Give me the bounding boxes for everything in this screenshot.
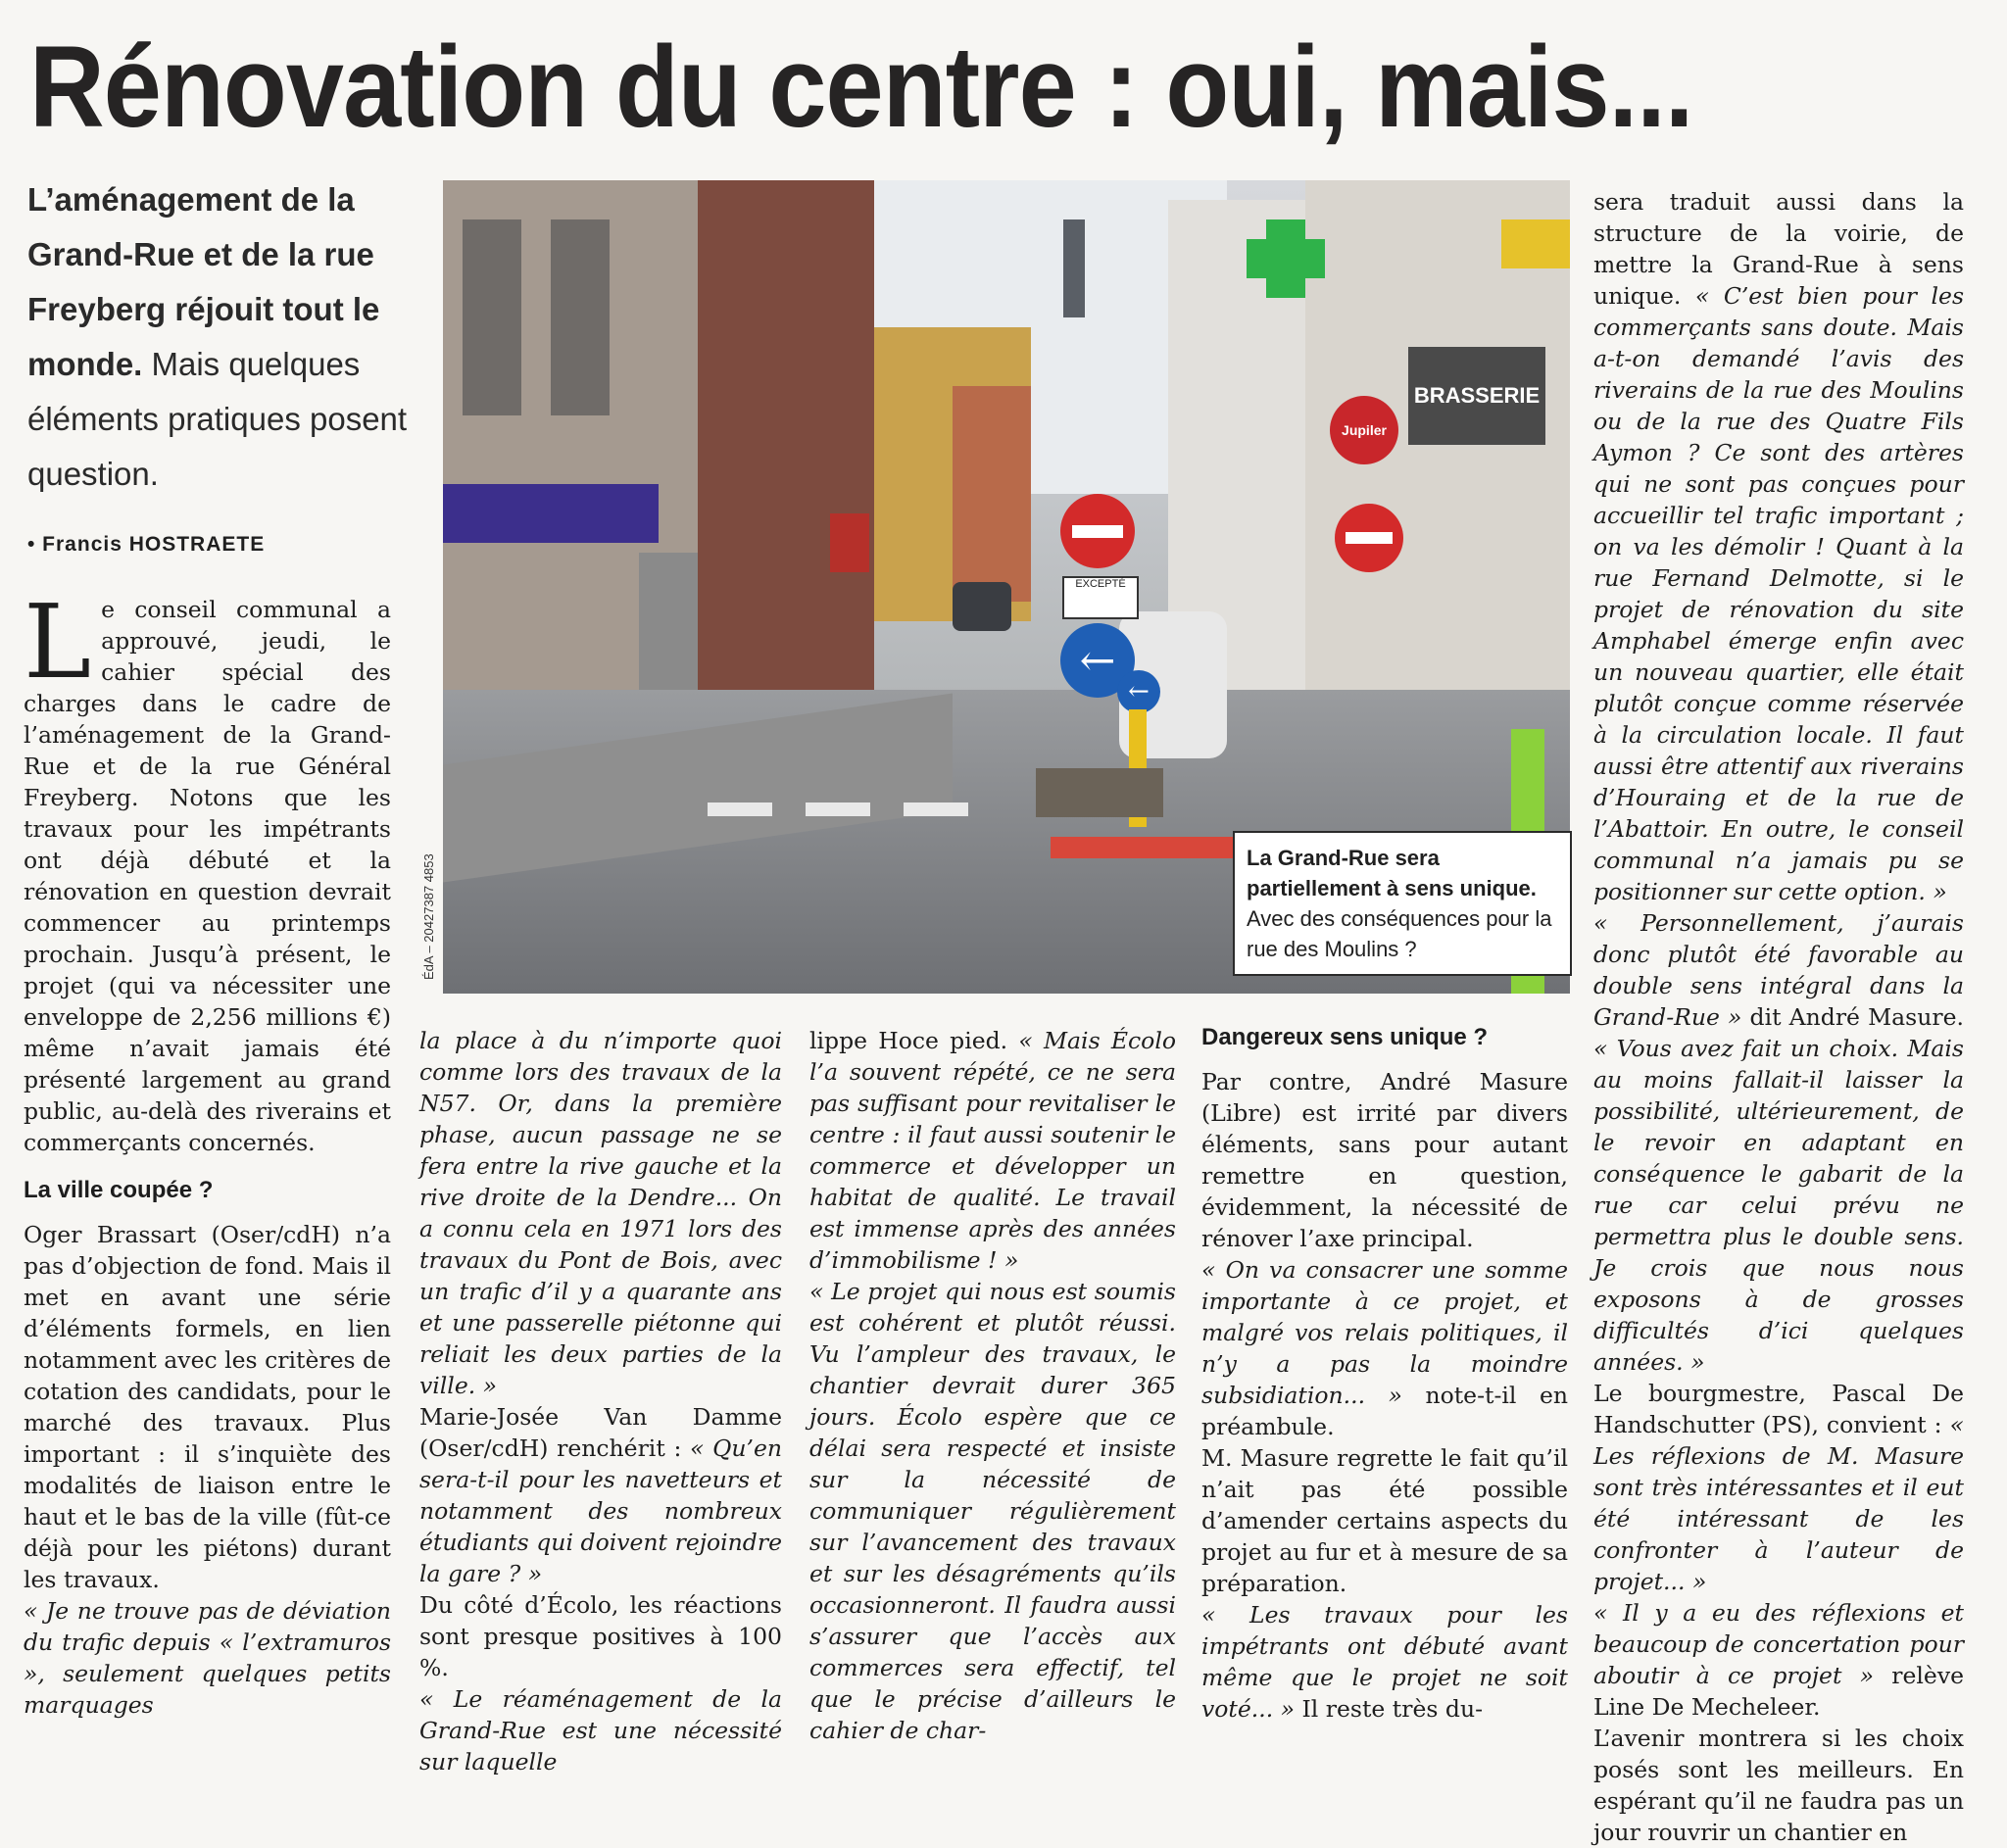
- photo-building-left: [698, 180, 874, 690]
- photo-credit: ÉdA – 20427387 4853: [421, 853, 436, 980]
- lead-paragraph: [27, 172, 419, 502]
- paragraph: « On va consacrer une somme importante à ce projet, et malgré vos relais politiques, il n’y a pas la moindre subsidiation... » note-t-il en préambule.: [1201, 1256, 1568, 1440]
- no-entry-sign: [1060, 494, 1135, 568]
- photo-building-left: [463, 219, 521, 415]
- direction-arrow-sign: ←: [1117, 670, 1160, 713]
- photo-car: [953, 582, 1011, 631]
- photo-balcony-yellow: [1501, 219, 1570, 268]
- photo-shop-awning: [443, 484, 659, 543]
- paragraph: Du côté d’Écolo, les réactions sont presque positives à 100 %.: [419, 1591, 782, 1681]
- paragraph: Marie-Josée Van Damme (Oser/cdH) renchérit : « Qu’en sera-t-il pour les navetteurs et notamment des nombreux étudiants qui doivent rejoindre la gare ? »: [419, 1403, 782, 1587]
- article-column-1: [24, 582, 391, 1721]
- crosswalk-stripe: [904, 802, 968, 816]
- excepte-plate: EXCEPTÉ: [1062, 576, 1139, 619]
- crosswalk-stripe: [708, 802, 772, 816]
- lead-normal: Mais quelques éléments pratiques posent question.: [27, 346, 408, 492]
- subheading: La ville coupée ?: [24, 1177, 214, 1203]
- caption-bold: La Grand-Rue sera partiellement à sens unique.: [1247, 846, 1537, 900]
- photo-awning-red: [830, 513, 869, 572]
- paragraph: Le conseil communal a approuvé, jeudi, le cahier spécial des charges dans le cadre de l’aménagement de la Grand-Rue et de la rue Général Freyberg. Notons que les travaux pour les impétrants ont déjà débuté et la rénovation en question devrait commencer au printemps prochain. Jusqu’à présent, le projet (qui va nécessiter une enveloppe de 2,256 millions €) même n’avait jamais été présenté largement au grand public, au-delà des riverains et commerçants concernés.: [24, 582, 391, 1156]
- brasserie-sign: BRASSERIE: [1408, 347, 1545, 445]
- paragraph: la place à du n’importe quoi comme lors des travaux de la N57. Or, dans la première phase, aucun passage ne se fera entre la rive gauche et la rive droite de la Dendre... On a connu cela en 1971 lors des travaux du Pont de Bois, avec un trafic d’il y a quarante ans et une passerelle piétonne qui reliait les deux parties de la ville. »: [419, 1027, 782, 1399]
- article-column-5: [1593, 186, 1964, 1848]
- jupiler-sign: Jupiler: [1330, 396, 1398, 464]
- caption-normal: Avec des conséquences pour la rue des Moulins ?: [1247, 906, 1552, 961]
- subheading: Dangereux sens unique ?: [1201, 1024, 1489, 1050]
- pharmacy-cross: [1247, 239, 1325, 278]
- paragraph: lippe Hoce pied. « Mais Écolo l’a souvent répété, ce ne sera pas suffisant pour revitaliser le centre : il faut aussi soutenir le commerce et développer un habitat de qualité. Le travail est immense après des années d’immobilisme ! »: [809, 1027, 1176, 1274]
- paragraph: sera traduit aussi dans la structure de la voirie, de mettre la Grand-Rue à sens unique. « C’est bien pour les commerçants sans doute. Mais a-t-on demandé l’avis des riverains de la rue des Moulins ou de la rue des Quatre Fils Aymon ? Ce sont des artères qui ne sont pas conçues pour accueillir tel trafic important ; on va les démolir ! Quant à la rue Fernand Delmotte, si le projet de rénovation du site Amphabel émerge enfin avec un nouveau quartier, elle était plutôt conçue comme réservée à la circulation locale. Il faut aussi être attentif aux riverains d’Houraing et de la rue de l’Abattoir. En outre, le conseil communal n’a jamais pu se positionner sur cette option. »: [1593, 188, 1965, 905]
- paragraph: Oger Brassart (Oser/cdH) n’a pas d’objection de fond. Mais il met en avant une série d’éléments formels, en lien notamment avec les critères de cotation des candidats, pour le marché des travaux. Plus important : il s’inquiète des modalités de liaison entre le haut et le bas de la ville (fût-ce déjà pour les piétons) durant les travaux.: [24, 1221, 391, 1593]
- no-entry-sign: [1335, 504, 1403, 572]
- photo-planter: [1036, 768, 1163, 817]
- paragraph: « Le réaménagement de la Grand-Rue est une nécessité sur laquelle: [419, 1685, 782, 1775]
- crosswalk-stripe: [806, 802, 870, 816]
- article-column-3: [809, 1025, 1176, 1746]
- byline: • Francis HOSTRAETE: [27, 533, 266, 556]
- paragraph: Le bourgmestre, Pascal De Handschutter (PS), convient : « Les réflexions de M. Masure sont très intéressantes et il eut été intéressant de les confronter à l’auteur de projet... »: [1593, 1380, 1964, 1595]
- paragraph: « Il y a eu des réflexions et beaucoup de concertation pour aboutir à ce projet » relève Line De Mecheleer.: [1593, 1599, 1965, 1721]
- headline: Rénovation du centre : oui, mais...: [29, 23, 1693, 152]
- direction-arrow-sign: ←: [1060, 623, 1135, 698]
- photo-church-spire: [1063, 219, 1085, 317]
- paragraph: « Personnellement, j’aurais donc plutôt été favorable au double sens intégral dans la Grand-Rue » dit André Masure. « Vous avez fait un choix. Mais au moins fallait-il laisser la possibilité, ultérieurement, de le revoir en adaptant en conséquence le gabarit de la rue car celui prévu ne permettra plus le double sens. Je crois que nous nous exposons à de grosses difficultés d’ici quelques années. »: [1593, 909, 1964, 1376]
- paragraph: « Le projet qui nous est soumis est cohérent et plutôt réussi. Vu l’ampleur des travaux, le chantier devrait durer 365 jours. Écolo espère que ce délai sera respecté et insiste sur la nécessité de communiquer régulièrement sur l’avancement des travaux et sur les désagréments qu’ils occasionneront. Il faudra aussi s’assurer que l’accès aux commerces sera effectif, tel que le précise d’ailleurs le cahier de char-: [809, 1278, 1176, 1744]
- lead-bold: L’aménagement de la Grand-Rue et de la rue Freyberg réjouit tout le monde.: [27, 181, 380, 382]
- photo-building-far: [953, 386, 1031, 602]
- photo-building-left: [551, 219, 610, 415]
- photo-caption: [1233, 831, 1572, 976]
- paragraph: « Les travaux pour les impétrants ont débuté avant même que le projet ne soit voté... » Il reste très du-: [1201, 1601, 1568, 1723]
- paragraph: Par contre, André Masure (Libre) est irrité par divers éléments, sans pour autant remettre en question, évidemment, la nécessité de rénover l’axe principal.: [1201, 1068, 1568, 1252]
- drop-cap: L: [24, 582, 92, 702]
- paragraph: « Je ne trouve pas de déviation du trafic depuis « l’extramuros », seulement quelques petits marquages: [24, 1597, 391, 1719]
- paragraph: M. Masure regrette le fait qu’il n’ait pas été possible d’amender certains aspects du projet au fur et à mesure de sa préparation.: [1201, 1444, 1568, 1597]
- article-column-2: [419, 1025, 782, 1777]
- article-column-4: [1201, 1019, 1568, 1725]
- paragraph: L’avenir montrera si les choix posés sont les meilleurs. En espérant qu’il ne faudra pas un jour rouvrir un chantier en: [1593, 1725, 1964, 1846]
